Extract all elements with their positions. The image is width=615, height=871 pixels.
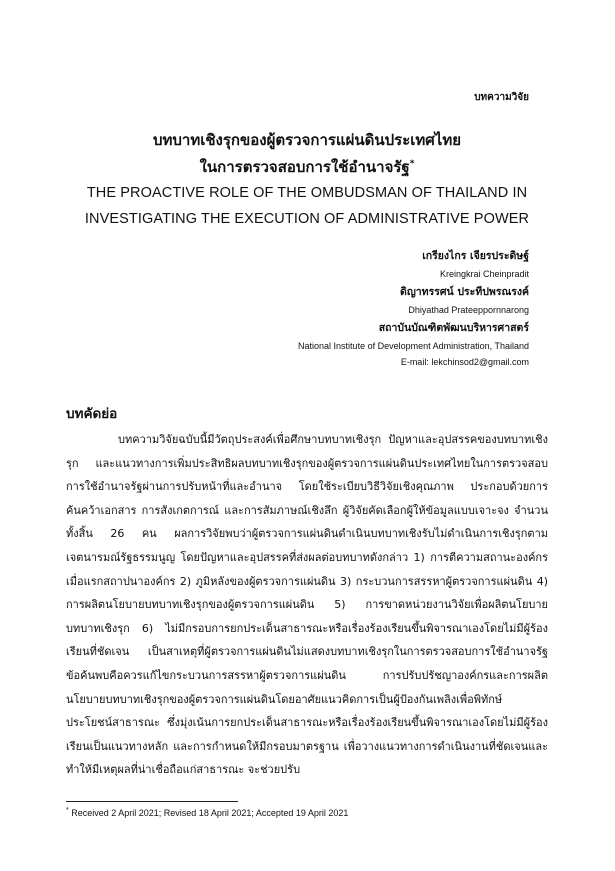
- title-block: [60, 128, 554, 231]
- thai-title-line-2-text: ในการตรวจสอบการใช้อำนาจรัฐ: [199, 158, 410, 176]
- english-title-line-1: THE PROACTIVE ROLE OF THE OMBUDSMAN OF THAILAND IN: [86, 185, 528, 201]
- article-type-label: บทความวิจัย: [474, 92, 529, 103]
- thai-title-line-2: [60, 152, 554, 179]
- footnote-divider: [66, 801, 238, 802]
- abstract-heading: บทคัดย่อ: [66, 406, 118, 422]
- author-1-english-name: Kreingkrai Cheinpradit: [439, 269, 529, 279]
- affiliation-thai: สถาบันบัณฑิตพัฒนบริหารศาสตร์: [378, 322, 529, 334]
- author-2-english-name: Dhiyathad Prateeppornnarong: [408, 305, 529, 315]
- author-1-thai-name: เกรียงไกร เจียรประดิษฐ์: [422, 250, 529, 262]
- footnote: [66, 807, 348, 818]
- english-title-line-2: INVESTIGATING THE EXECUTION OF ADMINISTRATIVE POWER: [84, 211, 530, 227]
- author-email: E-mail: lekchinsod2@gmail.com: [400, 357, 529, 367]
- thai-title-line-1: บทบาทเชิงรุกของผู้ตรวจการแผ่นดินประเทศไทย: [152, 131, 462, 149]
- abstract-body: บทความวิจัยฉบับนี้มีวัตถุประสงค์เพื่อศึกษาบทบาทเชิงรุก ปัญหาและอุปสรรคของบทบาทเชิงรุก และแนวทางการเพิ่มประสิทธิผลบทบาทเชิงรุกของผู้ตรวจการแผ่นดินประเทศไทยในการตรวจสอบการใช้อำนาจรัฐผ่านการปรับหน้าที่และอำนาจ โดยใช้ระเบียบวิธีวิจัยเชิงคุณภาพ ประกอบด้วยการค้นคว้าเอกสาร การสังเกตการณ์ และการสัมภาษณ์เชิงลึก ผู้วิจัยคัดเลือกผู้ให้ข้อมูลแบบเจาะจง จำนวนทั้งสิ้น 26 คน ผลการวิจัยพบว่าผู้ตรวจการแผ่นดินดำเนินบทบาทเชิงรับไม่ดำเนินการเชิงรุกตามเจตนารมณ์รัฐธรรมนูญ โดยปัญหาและอุปสรรคที่ส่งผลต่อบทบาทดังกล่าว 1) การตีความสถานะองค์กรเมื่อแรกสถาปนาองค์กร 2) ภูมิหลังของผู้ตรวจการแผ่นดิน 3) กระบวนการสรรหาผู้ตรวจการแผ่นดิน 4) การผลิตนโยบายบทบาทเชิงรุกของผู้ตรวจการแผ่นดิน 5) การขาดหน่วยงานวิจัยเพื่อผลิตนโยบายบทบาทเชิงรุก 6) ไม่มีกรอบการยกประเด็นสาธารณะหรือเรื่องร้องเรียนขึ้นพิจารณาเองโดยไม่มีผู้ร้องเรียนที่ชัดเจน เป็นสาเหตุที่ผู้ตรวจการแผ่นดินไม่แสดงบทบาทเชิงรุกในการตรวจสอบการใช้อำนาจรัฐ ข้อค้นพบคือควรแก้ไขกระบวนการสรรหาผู้ตรวจการแผ่นดิน การปรับปรัชญาองค์กรและการผลิตนโยบายบทบาทเชิงรุกของผู้ตรวจการแผ่นดินโดยอาศัยแนวคิดการเป็นผู้ป้องกันเพลิงเพื่อพิทักษ์ประโยชน์สาธารณะ ซึ่งมุ่งเน้นการยกประเด็นสาธารณะหรือเรื่องร้องเรียนขึ้นพิจารณาเองโดยไม่มีผู้ร้องเรียนเป็นแนวทางหลัก และการกำหนดให้มีกรอบมาตรฐาน เพื่อวางแนวทางการดำเนินงานที่ชัดเจนและทำให้มีเหตุผลที่น่าเชื่อถือแก่สาธารณะ จะช่วยปรับ: [66, 433, 548, 777]
- footnote-marker: *: [66, 807, 69, 814]
- title-footnote-marker: *: [409, 159, 415, 169]
- author-block: [298, 246, 529, 370]
- author-2-thai-name: ดิญาทรรศน์ ประทีปพรณรงค์: [400, 286, 529, 298]
- footnote-text: Received 2 April 2021; Revised 18 April 2021; Accepted 19 April 2021: [68, 808, 349, 818]
- affiliation-english: National Institute of Development Administration, Thailand: [298, 341, 529, 351]
